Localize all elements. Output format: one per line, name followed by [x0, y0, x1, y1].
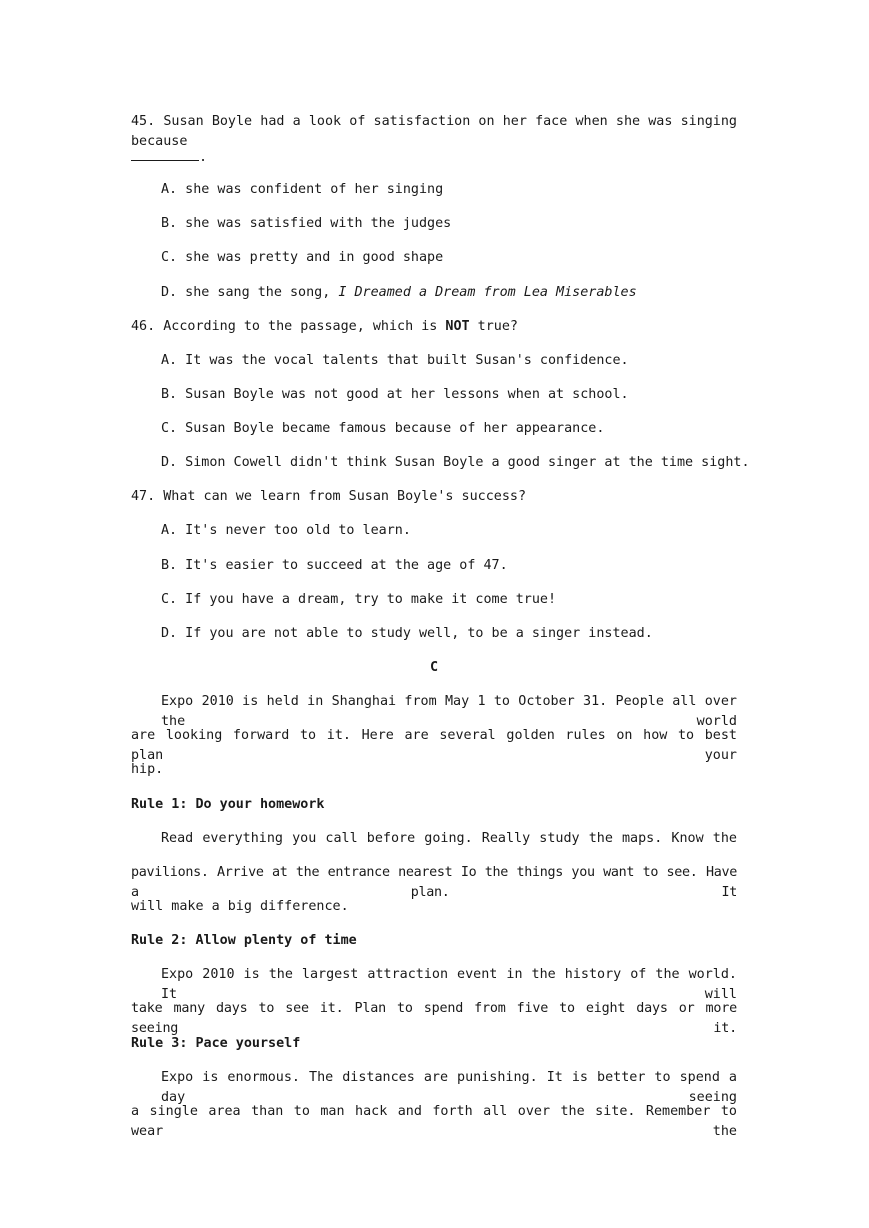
rule-3-heading: Rule 3: Pace yourself	[131, 1036, 301, 1051]
rule-1-line-1-text: Read everything you call before going. Really study the maps. Know the	[161, 831, 737, 846]
rule-3-line-1-text: Expo is enormous. The distances are punishing. It is better to spend a day seeing	[161, 1070, 737, 1105]
question-45-stem-text: 45. Susan Boyle had a look of satisfaction on her face when she was singing because	[131, 114, 737, 149]
rule-2-line-2: take many days to see it. Plan to spend from five to eight days or more seeing it.	[131, 1001, 737, 1036]
question-46-stem	[131, 317, 737, 337]
stem-before: 46. According to the passage, which is	[131, 319, 446, 334]
rule-3-line-2: a single area than to man hack and forth all over the site. Remember to wear the	[131, 1104, 737, 1139]
question-47-option-a: A. It's never too old to learn.	[161, 523, 411, 538]
question-46-option-c: C. Susan Boyle became famous because of her appearance.	[161, 421, 605, 436]
rule-1-heading: Rule 1: Do your homework	[131, 797, 325, 812]
song-title: I Dreamed a Dream from Lea Miserables	[338, 285, 637, 300]
intro-line-2: are looking forward to it. Here are several golden rules on how to best plan your	[131, 728, 737, 763]
question-45-blank-line	[131, 146, 737, 168]
question-47-option-d: D. If you are not able to study well, to be a singer instead.	[161, 626, 653, 641]
answer-blank	[131, 146, 199, 161]
rule-2-heading: Rule 2: Allow plenty of time	[131, 933, 357, 948]
question-46-option-d: D. Simon Cowell didn't think Susan Boyle a good singer at the time sight.	[161, 455, 750, 470]
question-47-option-b: B. It's easier to succeed at the age of 47.	[161, 558, 508, 573]
rule-1-line-3: will make a big difference.	[131, 899, 349, 914]
question-47-stem: 47. What can we learn from Susan Boyle's success?	[131, 489, 527, 504]
blank-tail: .	[199, 150, 208, 165]
rule-2-line-1-text: Expo 2010 is the largest attraction event in the history of the world. It will	[161, 967, 737, 1002]
question-45-option-a: A. she was confident of her singing	[161, 182, 444, 197]
rule-1-line-1	[161, 829, 737, 849]
stem-emphasis: NOT	[445, 319, 470, 334]
question-46-option-a: A. It was the vocal talents that built Susan's confidence.	[161, 353, 629, 368]
intro-line-1-text: Expo 2010 is held in Shanghai from May 1 to October 31. People all over the world	[161, 694, 737, 729]
question-45-option-b: B. she was satisfied with the judges	[161, 216, 452, 231]
stem-after: true?	[469, 319, 518, 334]
question-47-option-c: C. If you have a dream, try to make it come true!	[161, 592, 557, 607]
intro-line-3: hip.	[131, 762, 164, 777]
question-45-option-c: C. she was pretty and in good shape	[161, 250, 444, 265]
rule-1-line-2: pavilions. Arrive at the entrance nearest Io the things you want to see. Have a plan. It	[131, 865, 737, 900]
question-46-option-b: B. Susan Boyle was not good at her lessons when at school.	[161, 387, 629, 402]
option-d-prefix: D. she sang the song,	[161, 285, 339, 300]
section-heading-c: C	[429, 660, 439, 675]
question-45-option-d	[161, 283, 767, 303]
